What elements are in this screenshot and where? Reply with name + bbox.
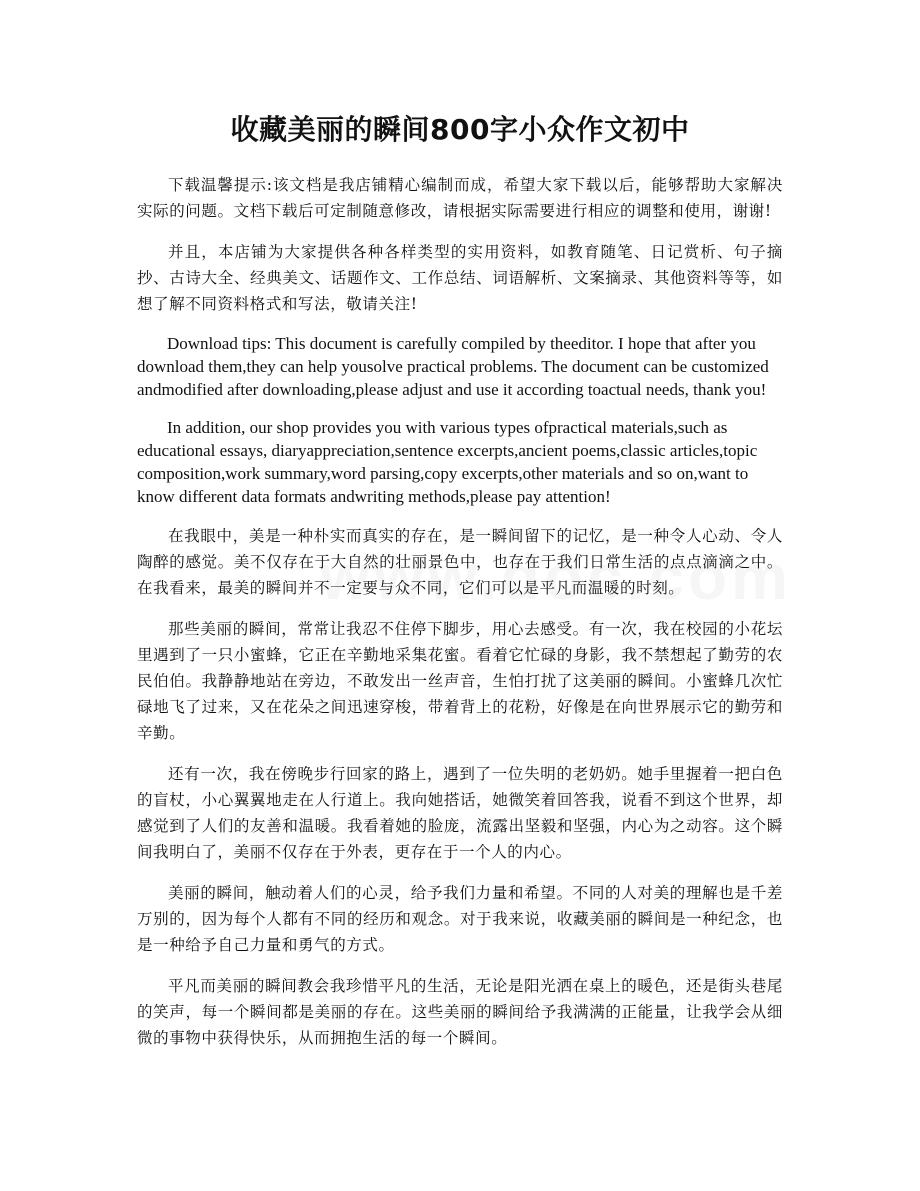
- document-page: [137, 108, 783, 1066]
- paragraph-download-notice-zh: 下载温馨提示:该文档是我店铺精心编制而成，希望大家下载以后，能够帮助大家解决实际的问题。文档下载后可定制随意修改，请根据实际需要进行相应的调整和使用，谢谢!: [137, 176, 783, 220]
- paragraph-essay-conclusion: 平凡而美丽的瞬间教会我珍惜平凡的生活，无论是阳光洒在桌上的暖色，还是街头巷尾的笑声，每一个瞬间都是美丽的存在。这些美丽的瞬间给予我满满的正能量，让我学会从细微的事物中获得快乐，从而拥抱生活的每一个瞬间。: [137, 977, 783, 1047]
- paragraph-essay-bee: 那些美丽的瞬间，常常让我忍不住停下脚步，用心去感受。有一次，我在校园的小花坛里遇到了一只小蜜蜂，它正在辛勤地采集花蜜。看着它忙碌的身影，我不禁想起了勤劳的农民伯伯。我静静地站在旁边，不敢发出一丝声音，生怕打扰了这美丽的瞬间。小蜜蜂几次忙碌地飞了过来，又在花朵之间迅速穿梭，带着背上的花粉，好像是在向世界展示它的勤劳和辛勤。: [137, 620, 783, 742]
- paragraph-essay-intro: 在我眼中，美是一种朴实而真实的存在，是一瞬间留下的记忆，是一种令人心动、令人陶醉的感觉。美不仅存在于大自然的壮丽景色中，也存在于我们日常生活的点点滴滴之中。在我看来，最美的瞬间并不一定要与众不同，它们可以是平凡而温暖的时刻。: [137, 527, 783, 597]
- paragraph-shop-notice-en: In addition, our shop provides you with various types ofpractical materials,such as educational essays, diaryappreciation,sentence excerpts,ancient poems,classic articles,topic composition,work summary,word parsing,copy excerpts,other materials and so on,want to know different data formats andwriting methods,please pay attention!: [137, 418, 758, 506]
- paragraph-essay-meaning: 美丽的瞬间，触动着人们的心灵，给予我们力量和希望。不同的人对美的理解也是千差万别的，因为每个人都有不同的经历和观念。对于我来说，收藏美丽的瞬间是一种纪念，也是一种给予自己力量和勇气的方式。: [137, 884, 783, 954]
- document-title: 收藏美丽的瞬间800字小众作文初中: [230, 113, 690, 146]
- paragraph-essay-grandma: 还有一次，我在傍晚步行回家的路上，遇到了一位失明的老奶奶。她手里握着一把白色的盲杖，小心翼翼地走在人行道上。我向她搭话，她微笑着回答我，说看不到这个世界，却感觉到了人们的友善和温暖。我看着她的脸庞，流露出坚毅和坚强，内心为之动容。这个瞬间我明白了，美丽不仅存在于外表，更存在于一个人的内心。: [137, 765, 783, 861]
- paragraph-download-tips-en: Download tips: This document is carefully compiled by theeditor. I hope that after you download them,they can help yousolve practical problems. The document can be customized andmodified after downloading,please adjust and use it according toactual needs, thank you!: [137, 334, 769, 399]
- paragraph-shop-notice-zh: 并且，本店铺为大家提供各种各样类型的实用资料，如教育随笔、日记赏析、句子摘抄、古诗大全、经典美文、话题作文、工作总结、词语解析、文案摘录、其他资料等等，如想了解不同资料格式和写法，敬请关注!: [137, 243, 783, 313]
